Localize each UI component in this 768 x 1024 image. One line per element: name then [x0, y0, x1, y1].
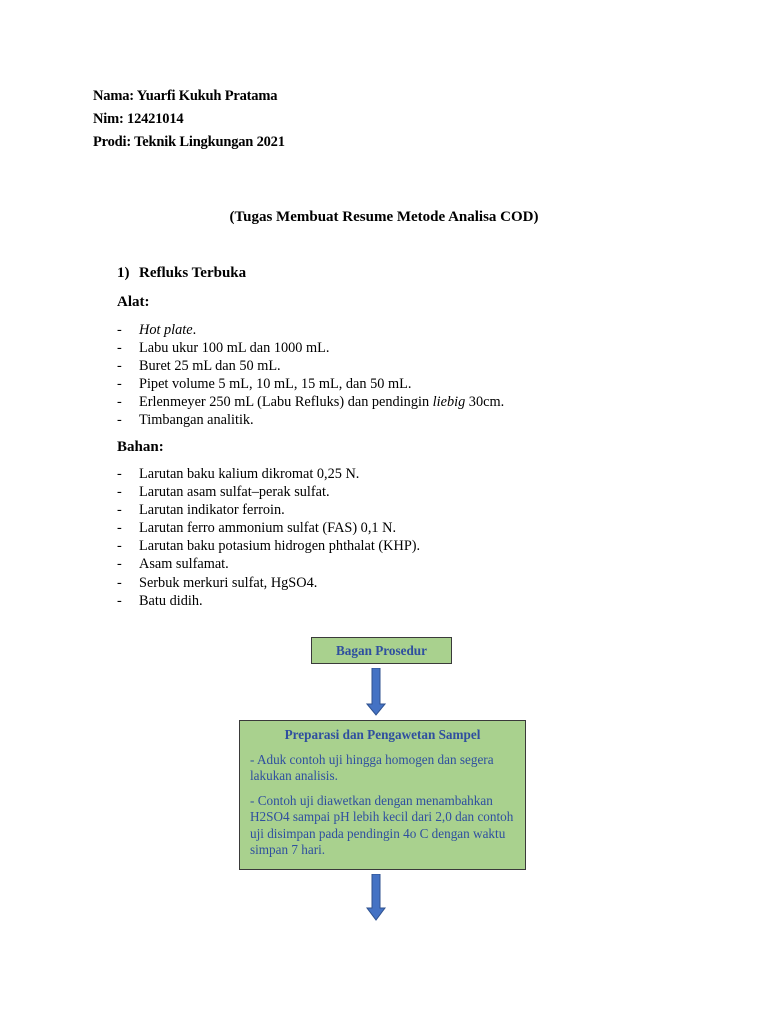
bullet-dash: - — [117, 466, 122, 482]
bullet-dash: - — [117, 358, 122, 375]
list-item: - Pipet volume 5 mL, 10 mL, 15 mL, dan 50 mL. — [117, 376, 412, 393]
flow-box-preparasi — [239, 720, 526, 870]
bullet-dash: - — [117, 376, 122, 393]
list-item: - Serbuk merkuri sulfat, HgSO4. — [117, 574, 318, 591]
flow-box-bagan-prosedur: Bagan Prosedur — [311, 637, 452, 664]
document-title: (Tugas Membuat Resume Metode Analisa COD) — [229, 209, 539, 225]
bahan-list — [117, 465, 420, 610]
section-title: Refluks Terbuka — [139, 265, 247, 281]
bullet-dash: - — [117, 520, 122, 537]
list-item: - Larutan indikator ferroin. — [117, 502, 285, 519]
flow-box-paragraph: - Contoh uji diawetkan dengan menambahkan H2SO4 sampai pH lebih kecil dari 2,0 dan contoh uji disimpan pada pendingin 4o C dengan waktu simpan 7 hari. — [250, 792, 514, 857]
list-item: - Erlenmeyer 250 mL (Labu Refluks) dan pendingin liebig 30cm. — [117, 394, 505, 411]
bullet-dash: - — [117, 538, 122, 555]
list-item: - Larutan baku kalium dikromat 0,25 N. — [117, 466, 360, 482]
header-prodi: Prodi: Teknik Lingkungan 2021 — [93, 134, 285, 150]
list-item: - Buret 25 mL dan 50 mL. — [117, 358, 281, 375]
flow-box-title: Preparasi dan Pengawetan Sampel — [284, 727, 481, 742]
bahan-heading: Bahan: — [117, 439, 164, 455]
bullet-dash: - — [117, 322, 122, 338]
section-number: 1) — [117, 265, 130, 281]
list-item: - Asam sulfamat. — [117, 556, 229, 573]
list-item: - Labu ukur 100 mL dan 1000 mL. — [117, 340, 330, 357]
list-item: - Larutan asam sulfat–perak sulfat. — [117, 484, 330, 501]
header-nim: Nim: 12421014 — [93, 111, 184, 127]
list-item: - Batu didih. — [117, 592, 203, 609]
arrow-down-icon — [366, 668, 386, 716]
bullet-dash: - — [117, 412, 122, 429]
list-item: - Hot plate. — [117, 322, 197, 338]
bullet-dash: - — [117, 502, 122, 519]
bullet-dash: - — [117, 394, 122, 411]
header-nama: Nama: Yuarfi Kukuh Pratama — [93, 88, 278, 104]
bullet-dash: - — [117, 340, 122, 357]
list-item: - Timbangan analitik. — [117, 412, 254, 429]
bullet-dash: - — [117, 484, 122, 501]
bullet-dash: - — [117, 574, 122, 591]
flow-box-paragraph: - Aduk contoh uji hingga homogen dan segera lakukan analisis. — [250, 751, 494, 783]
list-item: - Larutan baku potasium hidrogen phthalat (KHP). — [117, 538, 421, 555]
bullet-dash: - — [117, 556, 122, 573]
section-heading — [117, 265, 246, 282]
alat-heading: Alat: — [117, 294, 150, 310]
list-item: - Larutan ferro ammonium sulfat (FAS) 0,1 N. — [117, 520, 397, 537]
alat-list — [117, 321, 504, 430]
bullet-dash: - — [117, 592, 122, 609]
arrow-down-icon — [366, 874, 386, 922]
